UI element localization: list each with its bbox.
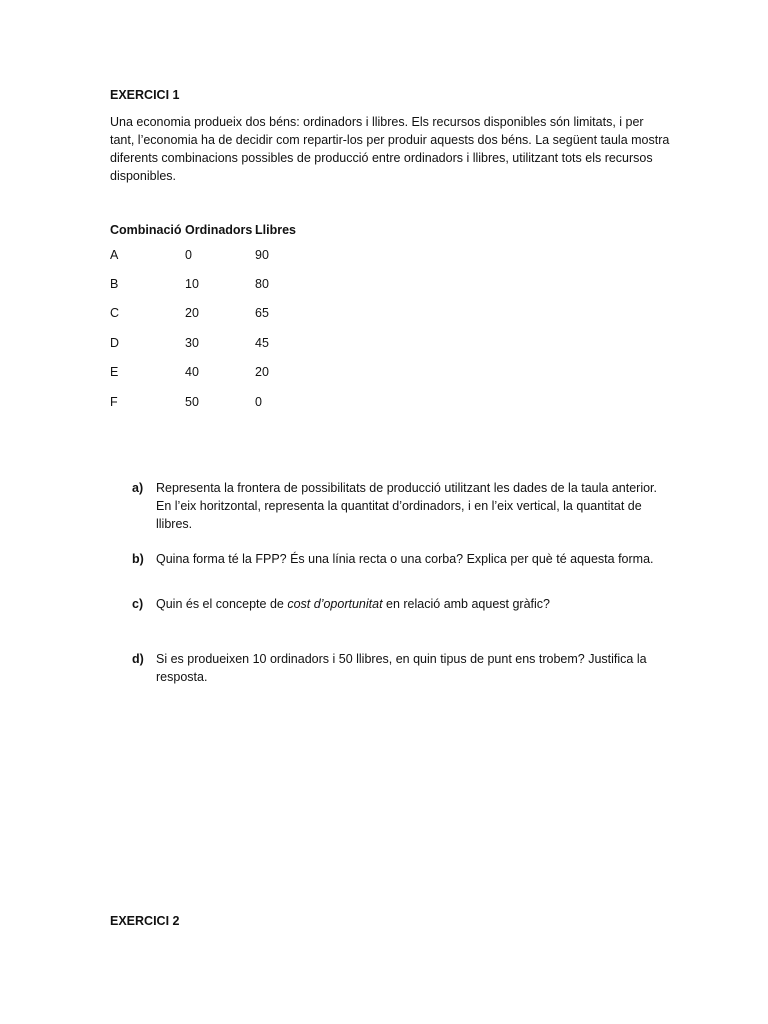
cell-combination: D <box>110 335 120 350</box>
table-row <box>109 269 315 298</box>
question-c <box>132 595 662 613</box>
exercise-1-title: EXERCICI 1 <box>110 88 180 102</box>
cell-books: 20 <box>255 365 269 380</box>
exercise-2-title: EXERCICI 2 <box>110 914 180 928</box>
question-b-label: b) <box>132 552 144 566</box>
column-header-llibres: Llibres <box>255 222 296 237</box>
cell-combination: F <box>110 394 118 409</box>
column-header-combinacio: Combinació <box>110 222 182 237</box>
cell-computers: 20 <box>185 306 199 321</box>
question-d <box>132 650 662 686</box>
question-c-text-after: en relació amb aquest gràfic? <box>382 597 551 611</box>
column-header-ordinadors: Ordinadors <box>185 222 253 237</box>
cell-combination: E <box>110 365 119 380</box>
question-b-text: Quina forma té la FPP? És una línia recta o una corba? Explica per què té aquesta forma. <box>156 552 654 566</box>
question-d-text: Si es produeixen 10 ordinadors i 50 llibres, en quin tipus de punt ens trobem? Justifica la resposta. <box>156 652 647 684</box>
table-row <box>109 299 315 328</box>
question-c-label: c) <box>132 597 144 611</box>
question-c-italic-term: cost d’oportunitat <box>287 597 383 611</box>
cell-books: 80 <box>255 277 269 292</box>
question-c-text-before: Quin és el concepte de <box>156 597 288 611</box>
table-row <box>109 358 315 387</box>
table-header-row <box>109 219 315 240</box>
cell-combination: A <box>110 247 119 262</box>
cell-computers: 0 <box>185 247 192 262</box>
cell-computers: 50 <box>185 394 199 409</box>
cell-books: 65 <box>255 306 269 321</box>
question-d-label: d) <box>132 652 144 666</box>
cell-combination: B <box>110 277 119 292</box>
cell-books: 45 <box>255 335 269 350</box>
exercise-1-intro: Una economia produeix dos béns: ordinadors i llibres. Els recursos disponibles són limitats, i per tant, l’economia ha de decidir com repartir-los per produir aquests dos béns. La següent taula mostra diferents combinacions possibles de producció entre ordinadors i llibres, utilitzant tots els recursos disponibles. <box>110 115 670 183</box>
question-a-text: Representa la frontera de possibilitats de producció utilitzant les dades de la taula anterior. En l’eix horitzontal, representa la quantitat d’ordinadors, i en l’eix vertical, la quantitat de llibres. <box>156 481 657 531</box>
table-row <box>109 387 315 416</box>
cell-books: 90 <box>255 247 269 262</box>
cell-computers: 30 <box>185 335 199 350</box>
cell-combination: C <box>110 306 120 321</box>
table-row <box>109 328 315 357</box>
cell-books: 0 <box>255 394 262 409</box>
cell-computers: 40 <box>185 365 199 380</box>
question-a-label: a) <box>132 481 144 495</box>
question-a <box>132 479 662 533</box>
production-table <box>109 219 315 416</box>
question-c-text <box>156 595 662 613</box>
table-row <box>109 240 315 269</box>
cell-computers: 10 <box>185 277 199 292</box>
question-b <box>132 550 662 568</box>
